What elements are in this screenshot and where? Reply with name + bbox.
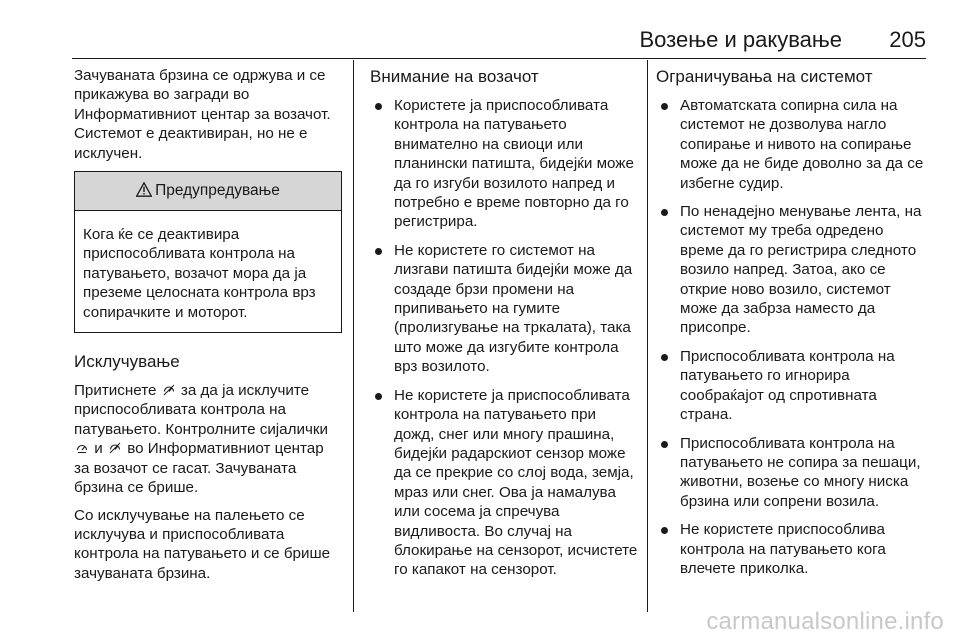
page-number: 205	[889, 27, 926, 52]
bullet-icon	[375, 248, 382, 255]
switch-off-text-a: Притиснете	[74, 382, 157, 400]
switch-off-paragraph	[74, 381, 342, 497]
list-item-text: Не користете го системот на лизгави патишта бидејќи може да создаде брзи промени на припивањето на гумите (пролизгување на тркалата), така што може да изгубите контрола врз возилото.	[394, 241, 633, 376]
section-heading-driver-attention: Внимание на возачот	[370, 67, 539, 86]
list-item-text: Не користете ја приспособливата контрола на патувањето при дожд, снег или многу прашина, бидејќи радарскиот сензор може да се прекрие со слој вода, земја, мраз или снег. Ова ја намалува или сосема ја спречува видливоста. Во случај на блокирање на сензорот, исчистете го капакот на сензорот.	[394, 386, 638, 579]
bullet-icon	[661, 209, 668, 216]
warning-triangle-icon	[136, 182, 152, 197]
list-item-text: Не користете приспособлива контрола на патувањето кога влечете приколка.	[680, 521, 886, 577]
switch-off-text-d: во Информативниот центар за возачот се гасат. Зачуваната брзина се брише.	[74, 440, 324, 497]
page-header-title: Возење и ракување	[639, 27, 842, 52]
right-column	[656, 66, 928, 587]
cruise-control-icon	[76, 442, 88, 454]
list-item-text: По ненадејно менување лента, на системот му треба одредено време да го регистрира следното возило напред. Затоа, ако се открие ново возило, системот може да забрза наместо да присопре.	[680, 203, 922, 337]
cruise-control-off-icon	[163, 384, 175, 396]
warning-body: Кога ќе се деактивира приспособливата контрола на патувањето, возачот мора да ја преземе целосната контрола врз сопирачките и моторот.	[83, 226, 316, 321]
bullet-icon	[661, 103, 668, 110]
ignition-off-paragraph: Со исклучување на палењето се исклучува и приспособливата контрола на патувањето и се брише зачуваната брзина.	[74, 506, 331, 582]
switch-off-text-c: и	[94, 440, 103, 458]
list-item	[370, 96, 640, 232]
bullet-icon	[375, 393, 382, 400]
intro-paragraph: Зачуваната брзина се одржува и се прикажува во загради во Информативниот центар за возачот. Системот е деактивиран, но не е исклучен.	[74, 67, 331, 162]
header-divider	[72, 58, 926, 59]
switch-off-text-b: за да ја исклучите приспособливата контрола на патувањето. Контролните сијалички	[74, 382, 329, 438]
list-item-text: Приспособливата контрола на патувањето го игнорира сообраќајот од спротивната страна.	[680, 347, 895, 424]
middle-column	[370, 66, 640, 589]
list-item	[656, 520, 928, 578]
list-item-text: Приспособливата контрола на патувањето не сопира за пешаци, животни, возење со многу ниска брзина или сопрени возила.	[680, 434, 921, 510]
warning-heading	[75, 172, 341, 211]
list-item	[656, 347, 928, 425]
section-heading-switch-off: Исклучување	[74, 352, 180, 372]
list-item	[656, 96, 928, 193]
bullet-icon	[375, 103, 382, 110]
left-column	[74, 66, 342, 591]
list-item	[370, 241, 640, 377]
list-item	[656, 202, 928, 338]
list-item	[370, 386, 640, 580]
page-header	[0, 0, 960, 56]
list-item-text: Автоматската сопирна сила на системот не дозволува нагло сопирање и нивото на сопирање може да не биде доволно за да се избегне судир.	[680, 97, 924, 192]
cruise-control-off-icon	[109, 442, 121, 454]
list-item-text: Користете ја приспособливата контрола на патувањето внимателно на свиоци или планински патишта, бидејќи може да го изгуби возилото напред и потребно е време повторно да го регистрира.	[394, 97, 634, 231]
driver-attention-list	[370, 96, 640, 580]
list-item	[656, 434, 928, 512]
column-divider-1	[353, 60, 354, 612]
bullet-icon	[661, 527, 668, 534]
bullet-icon	[661, 354, 668, 361]
bullet-icon	[661, 441, 668, 448]
system-limitations-list	[656, 96, 928, 578]
section-heading-system-limitations: Ограничувања на системот	[656, 67, 873, 86]
warning-box	[74, 171, 342, 333]
warning-heading-text: Предупредување	[155, 182, 280, 200]
watermark: carmanualsonline.info	[706, 608, 944, 635]
column-divider-2	[647, 60, 648, 612]
